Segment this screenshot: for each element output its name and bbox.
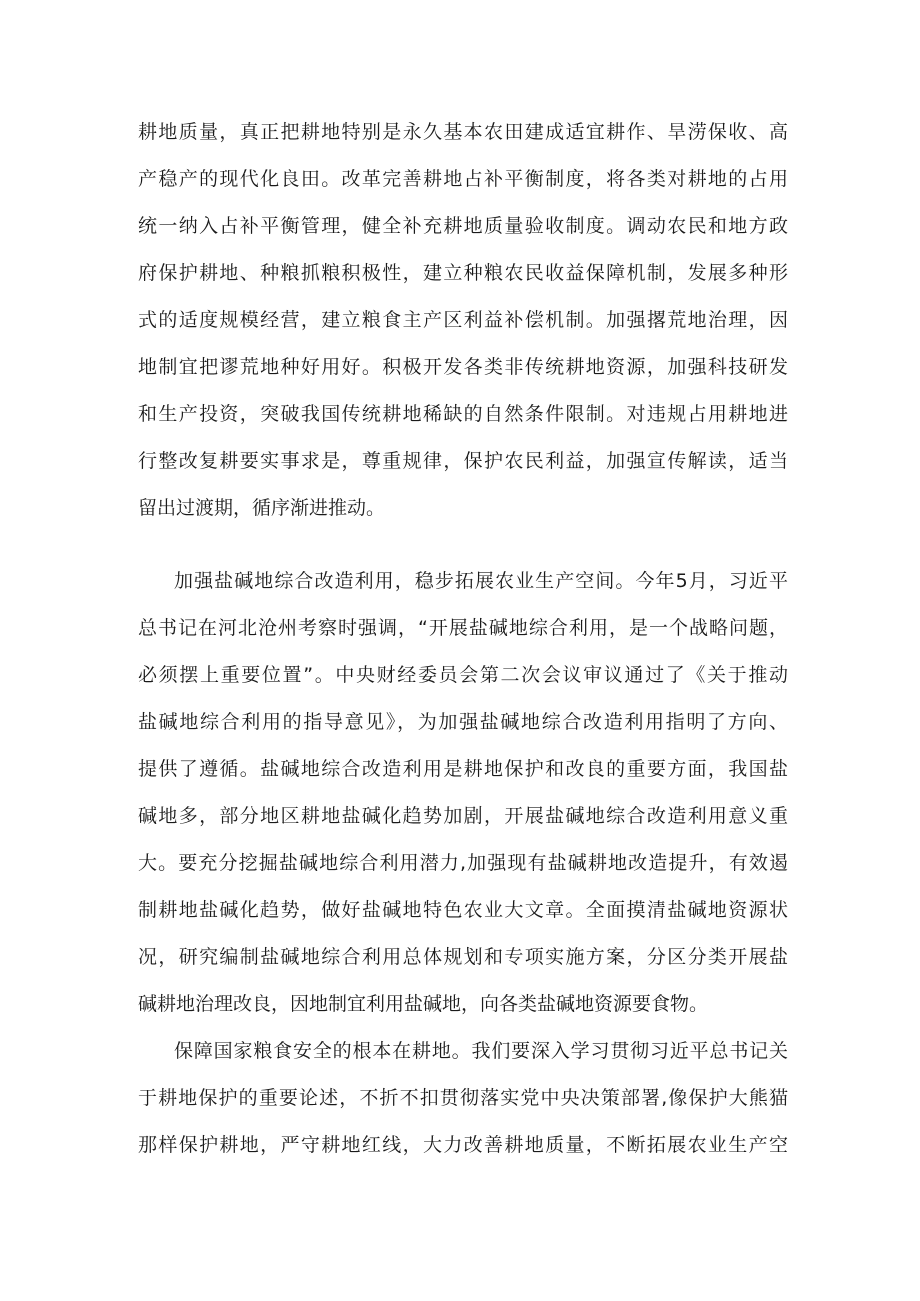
p2-line-6: 碱地多，部分地区耕地盐碱化趋势加剧，开展盐碱地综合改造利用意义重 [138, 805, 788, 827]
p1-line-7: 和生产投资，突破我国传统耕地稀缺的自然条件限制。对违规占用耕地进 [138, 403, 788, 425]
p2-line-2: 总书记在河北沧州考察时强调，“开展盐碱地综合利用，是一个战略问题， [138, 617, 788, 639]
p3-line-2: 于耕地保护的重要论述，不折不扣贯彻落实党中央决策部署,像保护大熊猫 [138, 1087, 788, 1109]
p1-line-4: 府保护耕地、种粮抓粮积极性，建立种粮农民收益保障机制，发展多种形 [138, 262, 788, 284]
p1-line-3: 统一纳入占补平衡管理，健全补充耕地质量验收制度。调动农民和地方政 [138, 215, 788, 237]
p1-line-8: 行整改复耕要实事求是，尊重规律，保护农民利益，加强宣传解读，适当 [138, 450, 788, 472]
p2-line-9: 况，研究编制盐碱地综合利用总体规划和专项实施方案，分区分类开展盐 [138, 946, 788, 968]
p3-line-3: 那样保护耕地，严守耕地红线，大力改善耕地质量，不断拓展农业生产空 [138, 1134, 788, 1156]
p2-line-8: 制耕地盐碱化趋势，做好盐碱地特色农业大文章。全面摸清盐碱地资源状 [138, 899, 788, 921]
p1-line-1: 耕地质量，真正把耕地特别是永久基本农田建成适宜耕作、旱涝保收、高 [138, 121, 788, 143]
p2-line-5: 提供了遵循。盐碱地综合改造利用是耕地保护和改良的重要方面，我国盐 [138, 758, 788, 780]
p2-line-7: 大。要充分挖掘盐碱地综合利用潜力,加强现有盐碱耕地改造提升，有效遏 [138, 852, 788, 874]
p1-line-2: 产稳产的现代化良田。改革完善耕地占补平衡制度，将各类对耕地的占用 [138, 168, 788, 190]
p1-line-9: 留出过渡期，循序渐进推动。 [138, 497, 386, 519]
p2-line-3: 必须摆上重要位置”。中央财经委员会第二次会议审议通过了《关于推动 [138, 664, 788, 686]
p3-line-1: 保障国家粮食安全的根本在耕地。我们要深入学习贯彻习近平总书记关 [174, 1040, 788, 1062]
p1-line-5: 式的适度规模经营，建立粮食主产区利益补偿机制。加强撂荒地治理，因 [138, 309, 788, 331]
p2-line-10: 碱耕地治理改良，因地制宜利用盐碱地，向各类盐碱地资源要食物。 [138, 993, 709, 1015]
p2-line-4: 盐碱地综合利用的指导意见》，为加强盐碱地综合改造利用指明了方向、 [138, 711, 788, 733]
p2-line-1: 加强盐碱地综合改造利用，稳步拓展农业生产空间。今年5月，习近平 [174, 570, 788, 592]
p1-line-6: 地制宜把谬荒地种好用好。积极开发各类非传统耕地资源，加强科技研发 [138, 356, 788, 378]
